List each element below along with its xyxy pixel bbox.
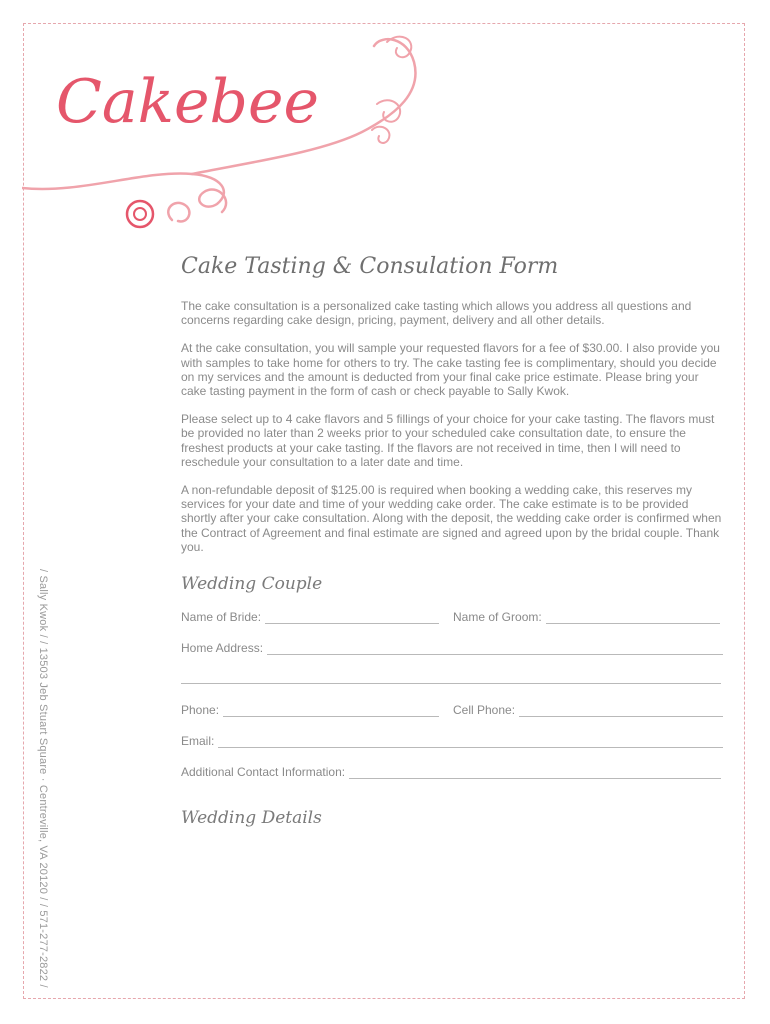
brand-name: Cakebee [56, 67, 319, 137]
groom-label: Name of Groom: [453, 610, 542, 625]
deposit-paragraph: A non-refundable deposit of $125.00 is required when booking a wedding cake, this reserves my services for your date and time of your wedding cake order. The cake estimate is to be provided shortly after your cake consultation. Along with the deposit, the wedding cake order is confirmed when the Contract of Agreement and final estimate are signed and agreed upon by the bridal couple. Thank you. [181, 483, 722, 554]
wedding-couple-title: Wedding Couple [181, 574, 323, 595]
additional-contact-row [181, 765, 723, 796]
address-label: Home Address: [181, 641, 264, 656]
phone-row [181, 703, 723, 734]
contact-sidebar: / Sally Kwok / / 13503 Jeb Stuart Square · Centreville, VA 20120 / / 571-277-2822 / [37, 569, 49, 988]
form-title: Cake Tasting & Consulation Form [181, 254, 559, 279]
address-field-line-2[interactable] [181, 672, 721, 684]
additional-contact-field[interactable] [349, 767, 721, 779]
email-label: Email: [181, 734, 215, 749]
phone-label: Phone: [181, 703, 220, 718]
flavors-paragraph: Please select up to 4 cake flavors and 5 fillings of your choice for your cake tasting. The flavors must be provided no later than 2 weeks prior to your scheduled cake consultation date, to ensure the freshest products at your cake tasting. If the flavors are not received in time, then I will need to reschedule your consultation to a later date and time. [181, 412, 715, 469]
email-field[interactable] [218, 736, 723, 748]
bride-label: Name of Bride: [181, 610, 262, 625]
phone-field[interactable] [223, 705, 439, 717]
email-row [181, 734, 723, 765]
bride-field[interactable] [265, 612, 439, 624]
wedding-details-title: Wedding Details [181, 808, 322, 829]
consultation-paragraph: At the cake consultation, you will sample your requested flavors for a fee of $30.00. I also provide you with samples to take home for others to try. The cake tasting fee is complimentary, should you decide on my services and the amount is deducted from your final cake price estimate. Please bring your cake tasting payment in the form of cash or check payable to Sally Kwok. [181, 341, 720, 399]
address-field[interactable] [267, 643, 723, 655]
cell-field[interactable] [519, 705, 723, 717]
cell-label: Cell Phone: [453, 703, 516, 718]
groom-field[interactable] [546, 612, 720, 624]
additional-contact-label: Additional Contact Information: [181, 765, 346, 780]
cakebee-logo [22, 22, 432, 242]
form-content [181, 254, 723, 844]
address-row [181, 641, 723, 672]
address-line-2-row [181, 672, 723, 703]
intro-paragraph: The cake consultation is a personalized cake tasting which allows you address all questions and concerns regarding cake design, pricing, payment, delivery and all other details. [181, 299, 692, 328]
bride-groom-row [181, 610, 723, 641]
